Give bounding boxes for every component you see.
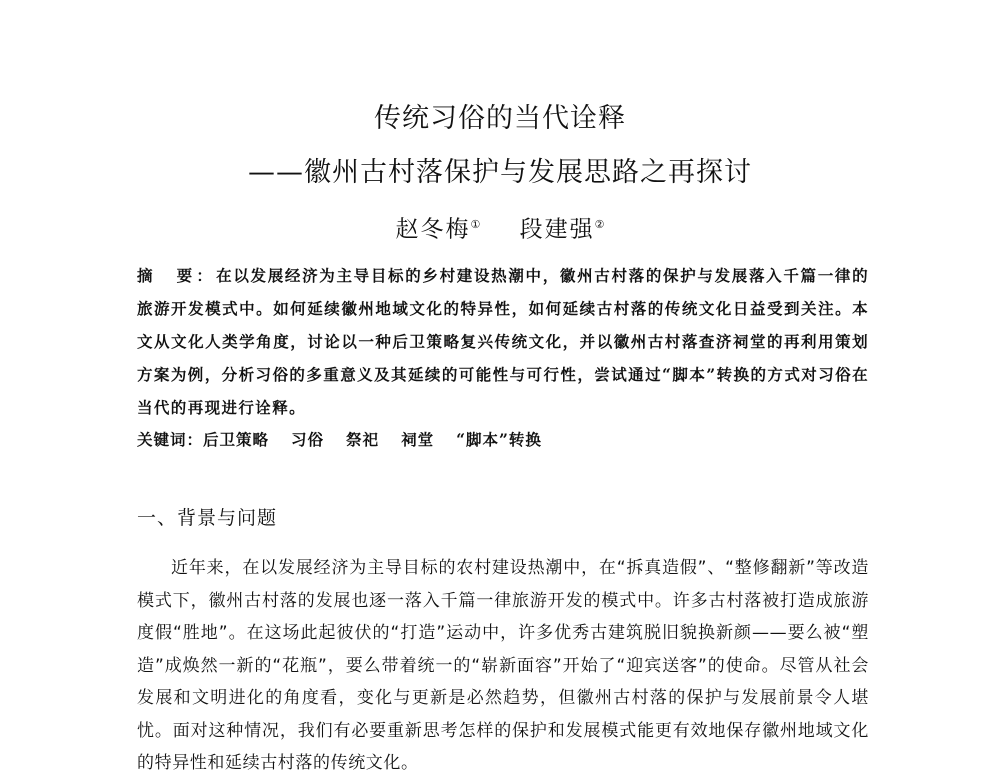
paper-title: 传统习俗的当代诠释: [374, 103, 626, 134]
paper-subtitle: ——徽州古村落保护与发展思路之再探讨: [248, 157, 752, 188]
author-1-footnote-mark: ①: [470, 218, 481, 231]
author-2-footnote-mark: ②: [594, 218, 605, 231]
author-2-name: 段建强: [519, 216, 595, 243]
keyword-item: 习俗: [291, 430, 325, 449]
keywords: [137, 425, 869, 455]
section-heading: 一、背景与问题: [137, 507, 278, 529]
abstract: [137, 259, 869, 424]
author-1: [395, 208, 480, 247]
keyword-item: “脚本”转换: [456, 430, 542, 449]
body-paragraph: 近年来，在以发展经济为主导目标的农村建设热潮中，在“拆真造假”、“整修翻新”等改造模式下，徽州古村落的发展也逐一落入千篇一律旅游开发的模式中。许多古村落被打造成旅游度假“胜地”。在这场此起彼伏的“打造”运动中，许多优秀古建筑脱旧貌换新颜——要么被“塑造”成焕然一新的“花瓶”，要么带着统一的“崭新面容”开始了“迎宾送客”的使命。尽管从社会发展和文明进化的角度看，变化与更新是必然趋势，但徽州古村落的保护与发展前景令人堪忧。面对这种情况，我们有必要重新思考怎样的保护和发展模式能更有效地保存徽州地域文化的特异性和延续古村落的传统文化。: [137, 558, 869, 773]
author-2: [520, 208, 605, 247]
author-1-name: 赵冬梅: [395, 216, 471, 243]
keyword-item: 后卫策略: [203, 430, 270, 449]
keywords-label: 关键词：: [137, 430, 204, 449]
author-line: [0, 208, 1000, 247]
abstract-text: 在以发展经济为主导目标的乡村建设热潮中，徽州古村落的保护与发展落入千篇一律的旅游开发模式中。如何延续徽州地域文化的特异性，如何延续古村落的传统文化日益受到关注。本文从文化人类学角度，讨论以一种后卫策略复兴传统文化，并以徽州古村落查济祠堂的再利用策划方案为例，分析习俗的多重意义及其延续的可能性与可行性，尝试通过“脚本”转换的方式对习俗在当代的再现进行诠释。: [137, 266, 869, 417]
abstract-label: 摘 要：: [137, 266, 217, 285]
keyword-item: 祠堂: [401, 430, 435, 449]
keyword-item: 祭祀: [346, 430, 380, 449]
